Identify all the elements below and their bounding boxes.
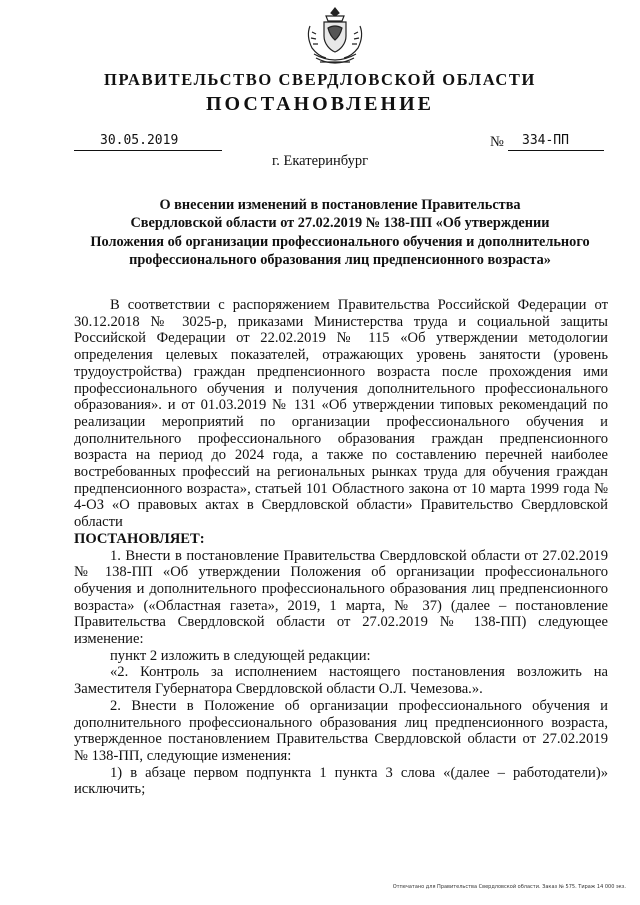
coat-of-arms-icon	[302, 6, 368, 68]
document-title	[60, 196, 620, 270]
title-line: профессионального образования лиц предпенсионного возраста»	[129, 252, 551, 269]
city: г. Екатеринбург	[271, 153, 369, 169]
item-1-subparagraph: пункт 2 изложить в следующей редакции:	[110, 647, 371, 664]
print-note: Отпечатано для Правительства Свердловской области. Заказ № 575. Тираж 14 000 экз.	[392, 884, 626, 890]
preamble-paragraph: В соответствии с распоряжением Правительства Российской Федерации от 30.12.2018 № 3025-р, приказами Министерства труда и социальной защиты Российской Федерации от 22.02.2019 № 115 «Об утверждении методологии определения целевых показателей, отражающих уровень занятости (уровень трудоустройства) граждан предпенсионного возраста после прохождения ими профессионального обучения и получения дополнительного профессионального образования». и от 01.03.2019 № 131 «Об утверждении типовых рекомендаций по реализации мероприятий по организации профессионального обучения и дополнительного профессионального образования граждан предпенсионного возраста на период до 2024 года, а также по составлению перечней наиболее востребованных профессий на региональных рынках труда для обучения граждан предпенсионного возраста», статьей 101 Областного закона от 10 марта 1999 года № 4-ОЗ «О правовых актах в Свердловской области» Правительство Свердловской области	[74, 297, 608, 531]
number-sign: №	[490, 134, 504, 150]
title-line: Свердловской области от 27.02.2019 № 138-ПП «Об утверждении	[130, 215, 550, 232]
item-2-subitem-1: 1) в абзаце первом подпункта 1 пункта 3 слова «(далее – работодатели)» исключить;	[74, 764, 608, 798]
document-type: ПОСТАНОВЛЕНИЕ	[206, 93, 434, 115]
title-line: О внесении изменений в постановление Правительства	[159, 197, 521, 213]
decree-heading: ПОСТАНОВЛЯЕТ:	[74, 530, 205, 547]
document-body	[74, 297, 608, 798]
number-underline	[508, 150, 604, 151]
document-date: 30.05.2019	[100, 133, 179, 148]
organization-name: ПРАВИТЕЛЬСТВО СВЕРДЛОВСКОЙ ОБЛАСТИ	[104, 70, 536, 89]
title-line: Положения об организации профессионального обучения и дополнительного	[90, 233, 590, 250]
item-1-quote: «2. Контроль за исполнением настоящего постановления возложить на Заместителя Губернатора Свердловской области О.Л. Чемезова.».	[74, 664, 608, 698]
document-number: 334-ПП	[522, 133, 569, 148]
date-underline	[74, 150, 222, 151]
item-1-paragraph: 1. Внести в постановление Правительства Свердловской области от 27.02.2019 № 138-ПП «Об утверждении Положения об организации профессионального обучения и дополнительного профессионального образования лиц предпенсионного возраста» («Областная газета», 2019, 1 марта, № 37) (далее – постановление Правительства Свердловской области от 27.02.2019 № 138-ПП) следующее изменение:	[74, 547, 608, 648]
item-2-paragraph: 2. Внести в Положение об организации профессионального обучения и дополнительного профессионального образования лиц предпенсионного возраста, утвержденное постановлением Правительства Свердловской области от 27.02.2019 № 138-ПП, следующие изменения:	[74, 697, 608, 764]
